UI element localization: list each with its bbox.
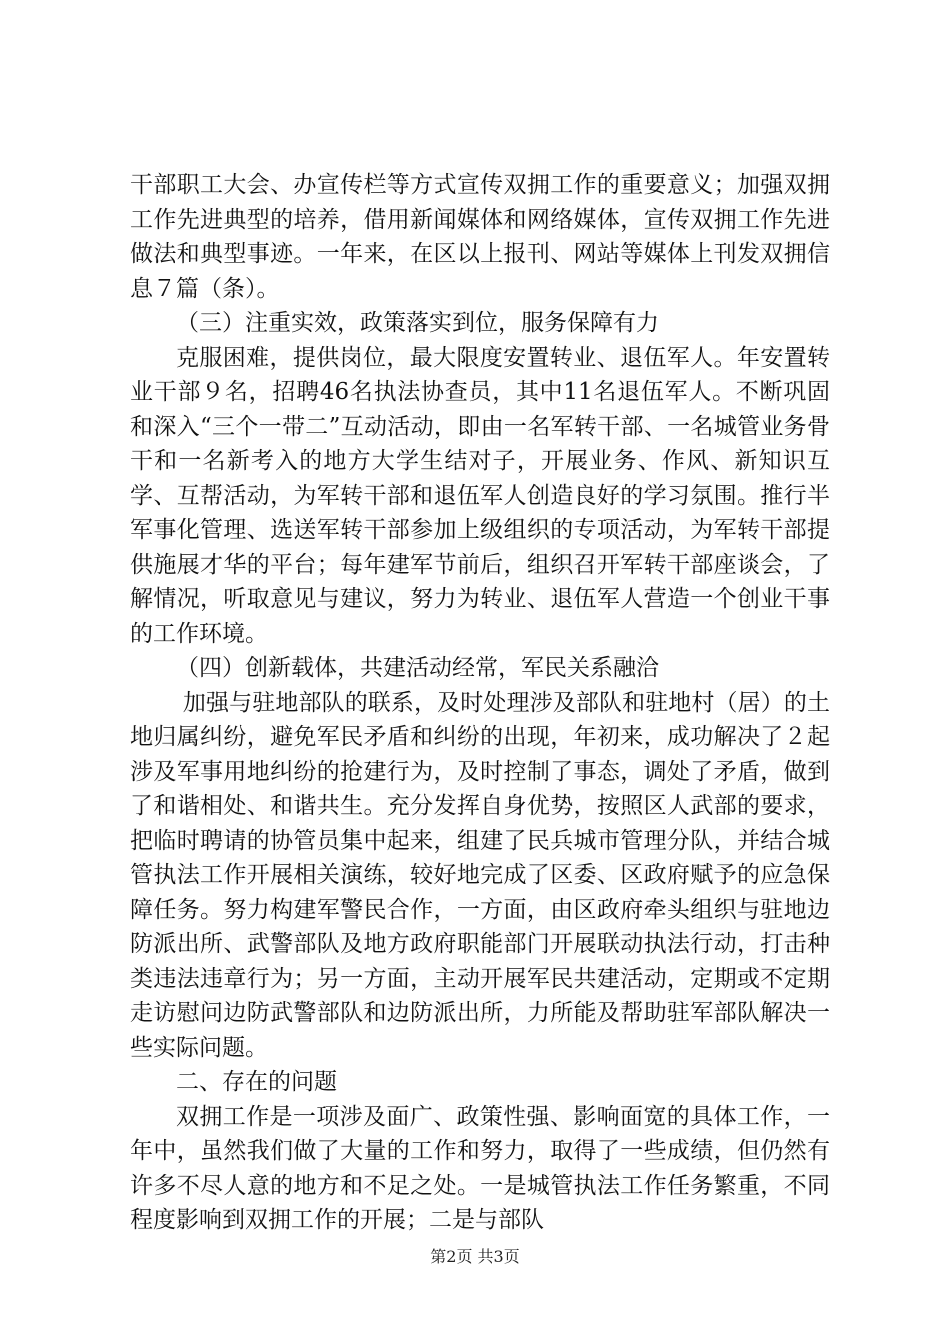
page-footer xyxy=(0,1247,950,1267)
page-number: 第2页 共3页 xyxy=(430,1247,520,1266)
section-heading-problems: 二、存在的问题 xyxy=(176,1069,337,1095)
paragraph-placement: 克服困难，提供岗位，最大限度安置转业、退伍军人。年安置转业干部９名，招聘46名执法协查员，其中11名退伍军人。不断巩固和深入“三个一带二”互动活动，即由一名军转干部、一名城管业务骨干和一名新考入的地方大学生结对子，开展业务、作风、新知识互学、互帮活动，为军转干部和退伍军人创造良好的学习氛围。推行半军事化管理、选送军转干部参加上级组织的专项活动，为军转干部提供施展才华的平台；每年建军节前后，组织召开军转干部座谈会，了解情况，听取意见与建议，努力为转业、退伍军人营造一个创业干事的工作环境。 xyxy=(130,344,830,647)
section-heading-3: （三）注重实效，政策落实到位，服务保障有力 xyxy=(176,310,659,336)
section-heading-4: （四）创新载体，共建活动经常，军民关系融洽 xyxy=(176,655,659,681)
paragraph-publicity-continued: 干部职工大会、办宣传栏等方式宣传双拥工作的重要意义；加强双拥工作先进典型的培养，借用新闻媒体和网络媒体，宣传双拥工作先进做法和典型事迹。一年来，在区以上报刊、网站等媒体上刊发双拥信息７篇（条）。 xyxy=(130,172,830,302)
paragraph-joint-building: 加强与驻地部队的联系，及时处理涉及部队和驻地村（居）的土地归属纠纷，避免军民矛盾和纠纷的出现，年初来，成功解决了２起涉及军事用地纠纷的抢建行为，及时控制了事态，调处了矛盾，做到了和谐相处、和谐共生。充分发挥自身优势，按照区人武部的要求，把临时聘请的协管员集中起来，组建了民兵城市管理分队，并结合城管执法工作开展相关演练，较好地完成了区委、区政府赋予的应急保障任务。努力构建军警民合作，一方面，由区政府牵头组织与驻地边防派出所、武警部队及地方政府职能部门开展联动执法行动，打击种类违法违章行为；另一方面，主动开展军民共建活动，定期或不定期走访慰问边防武警部队和边防派出所，力所能及帮助驻军部队解决一些实际问题。 xyxy=(130,689,830,1061)
paragraph-problems: 双拥工作是一项涉及面广、政策性强、影响面宽的具体工作，一年中，虽然我们做了大量的工作和努力，取得了一些成绩，但仍然有许多不尽人意的地方和不足之处。一是城管执法工作任务繁重，不同程度影响到双拥工作的开展；二是与部队 xyxy=(130,1103,830,1233)
document-body xyxy=(130,168,830,1238)
